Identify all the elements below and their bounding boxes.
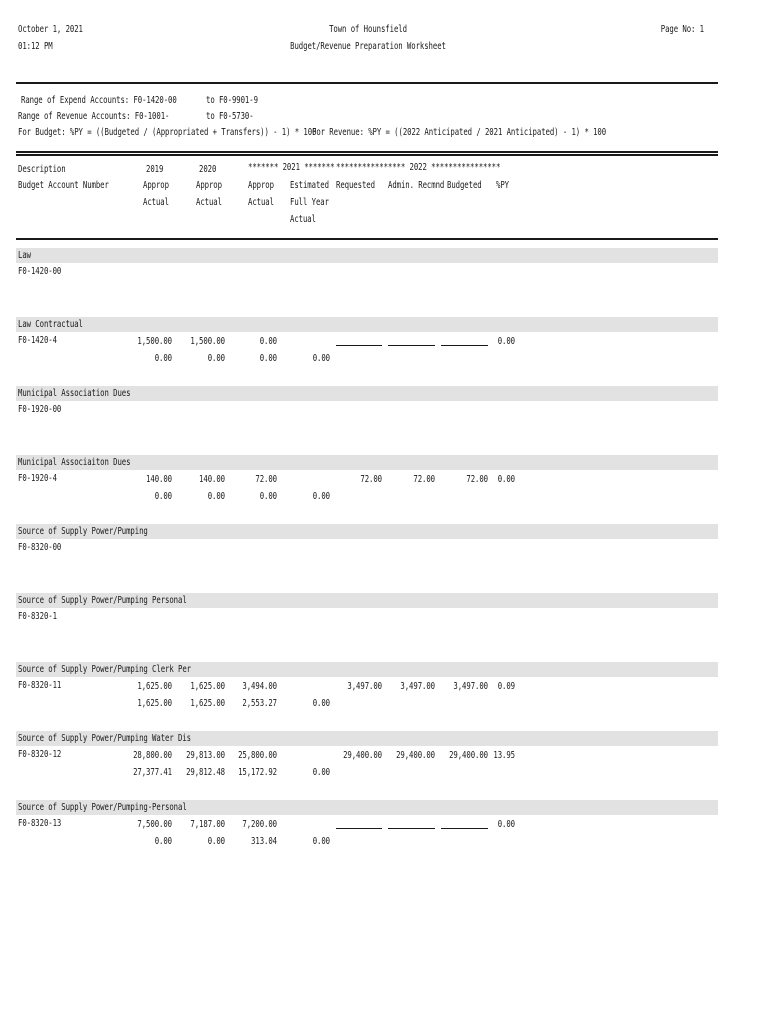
col-pct-py: %PY [496, 180, 509, 191]
row-band [16, 248, 718, 263]
col-2020-approp: Approp [196, 180, 222, 191]
row-description: Source of Supply Power/Pumping [18, 526, 148, 537]
actual-2021: 2,553.27 [242, 698, 277, 709]
row-account-number: F0-8320-11 [18, 680, 62, 691]
requested-2022: 72.00 [360, 474, 382, 485]
actual-2020: 0.00 [207, 491, 225, 502]
revenue-range: Range of Revenue Accounts: F0-1001- [18, 111, 170, 122]
actual-2021: 313.04 [251, 836, 277, 847]
approp-2020: 1,500.00 [190, 336, 225, 347]
actual-2020: 0.00 [207, 836, 225, 847]
row-account-number: F0-8320-12 [18, 749, 62, 760]
report-date: October 1, 2021 [18, 24, 83, 35]
pct-py: 13.95 [493, 750, 515, 761]
row-account-number: F0-8320-1 [18, 611, 57, 622]
admin-recmnd-2022: 29,400.00 [396, 750, 435, 761]
row-description: Source of Supply Power/Pumping-Personal [18, 802, 187, 813]
actual-2020: 0.00 [207, 353, 225, 364]
actual-2019: 0.00 [154, 836, 172, 847]
report-time: 01:12 PM [18, 41, 53, 52]
admin-recmnd-2022: 72.00 [413, 474, 435, 485]
actual-2021: 15,172.92 [238, 767, 277, 778]
actual-2021: 0.00 [259, 353, 277, 364]
row-description: Source of Supply Power/Pumping Clerk Per [18, 664, 191, 675]
blank-entry-line [336, 828, 382, 829]
actual-2019: 27,377.41 [133, 767, 172, 778]
requested-2022: 29,400.00 [343, 750, 382, 761]
budgeted-2022: 29,400.00 [449, 750, 488, 761]
row-description: Law [18, 250, 31, 261]
col-2020-year: 2020 [199, 164, 217, 175]
pct-py: 0.09 [497, 681, 515, 692]
row-account-number: F0-1920-4 [18, 473, 57, 484]
row-description: Municipal Associaiton Dues [18, 457, 131, 468]
row-description: Source of Supply Power/Pumping Water Dis [18, 733, 191, 744]
column-header-top-rule-2 [16, 154, 718, 156]
actual-2019: 1,625.00 [137, 698, 172, 709]
row-account-number: F0-8320-13 [18, 818, 62, 829]
admin-recmnd-2022: 3,497.00 [400, 681, 435, 692]
actual-2019: 0.00 [154, 353, 172, 364]
col-2020-actual: Actual [196, 197, 222, 208]
column-header-bottom-rule [16, 238, 718, 240]
row-account-number: F0-8320-00 [18, 542, 62, 553]
estimated-full-year: 0.00 [312, 836, 330, 847]
col-2021-approp: Approp [248, 180, 274, 191]
col-2019-actual: Actual [143, 197, 169, 208]
approp-2021: 7,200.00 [242, 819, 277, 830]
actual-2020: 29,812.48 [186, 767, 225, 778]
estimated-full-year: 0.00 [312, 353, 330, 364]
approp-2019: 1,625.00 [137, 681, 172, 692]
approp-2019: 140.00 [146, 474, 172, 485]
col-2022-banner: **************** 2022 **************** [336, 162, 501, 173]
expend-range: Range of Expend Accounts: F0-1420-00 [21, 95, 177, 106]
estimated-full-year: 0.00 [312, 491, 330, 502]
col-budget-account: Budget Account Number [18, 180, 109, 191]
pct-py: 0.00 [497, 819, 515, 830]
approp-2021: 25,800.00 [238, 750, 277, 761]
blank-entry-line [336, 345, 382, 346]
col-budgeted: Budgeted [447, 180, 482, 191]
organization-name: Town of Hounsfield [329, 24, 407, 35]
approp-2019: 28,800.00 [133, 750, 172, 761]
report-title: Budget/Revenue Preparation Worksheet [290, 41, 446, 52]
estimated-full-year: 0.00 [312, 698, 330, 709]
col-2019-year: 2019 [146, 164, 164, 175]
approp-2021: 72.00 [255, 474, 277, 485]
col-2021-actual: Actual [248, 197, 274, 208]
revenue-range-to: to F0-5730- [206, 111, 254, 122]
revenue-formula: For Revenue: %PY = ((2022 Anticipated / 2021 Anticipated) - 1) * 100 [312, 127, 607, 138]
approp-2019: 7,500.00 [137, 819, 172, 830]
blank-entry-line [388, 828, 435, 829]
budgeted-2022: 3,497.00 [453, 681, 488, 692]
row-account-number: F0-1420-00 [18, 266, 62, 277]
page-number: Page No: 1 [660, 24, 704, 35]
estimated-full-year: 0.00 [312, 767, 330, 778]
actual-2021: 0.00 [259, 491, 277, 502]
budgeted-2022: 72.00 [466, 474, 488, 485]
col-2021-banner: ******* 2021 ******* [248, 162, 335, 173]
row-account-number: F0-1420-4 [18, 335, 57, 346]
budget-formula: For Budget: %PY = ((Budgeted / (Appropriated + Transfers)) - 1) * 100 [18, 127, 317, 138]
col-2019-approp: Approp [143, 180, 169, 191]
row-description: Source of Supply Power/Pumping Personal [18, 595, 187, 606]
row-band [16, 317, 718, 332]
approp-2020: 7,187.00 [190, 819, 225, 830]
approp-2020: 140.00 [199, 474, 225, 485]
requested-2022: 3,497.00 [347, 681, 382, 692]
col-2021-estimated: Estimated [290, 180, 329, 191]
approp-2021: 3,494.00 [242, 681, 277, 692]
col-2021-full-year: Full Year [290, 197, 329, 208]
row-description: Law Contractual [18, 319, 83, 330]
blank-entry-line [388, 345, 435, 346]
col-description: Description [18, 164, 66, 175]
pct-py: 0.00 [497, 474, 515, 485]
column-header-top-rule [16, 151, 718, 153]
actual-2019: 0.00 [154, 491, 172, 502]
approp-2020: 29,813.00 [186, 750, 225, 761]
approp-2021: 0.00 [259, 336, 277, 347]
col-requested: Requested [336, 180, 375, 191]
header-divider [16, 82, 718, 84]
col-admin-recmnd: Admin. Recmnd [388, 180, 445, 191]
approp-2020: 1,625.00 [190, 681, 225, 692]
col-2021-est-actual: Actual [290, 214, 316, 225]
approp-2019: 1,500.00 [137, 336, 172, 347]
pct-py: 0.00 [497, 336, 515, 347]
actual-2020: 1,625.00 [190, 698, 225, 709]
row-description: Municipal Association Dues [18, 388, 131, 399]
row-account-number: F0-1920-00 [18, 404, 62, 415]
expend-range-to: to F0-9901-9 [206, 95, 258, 106]
